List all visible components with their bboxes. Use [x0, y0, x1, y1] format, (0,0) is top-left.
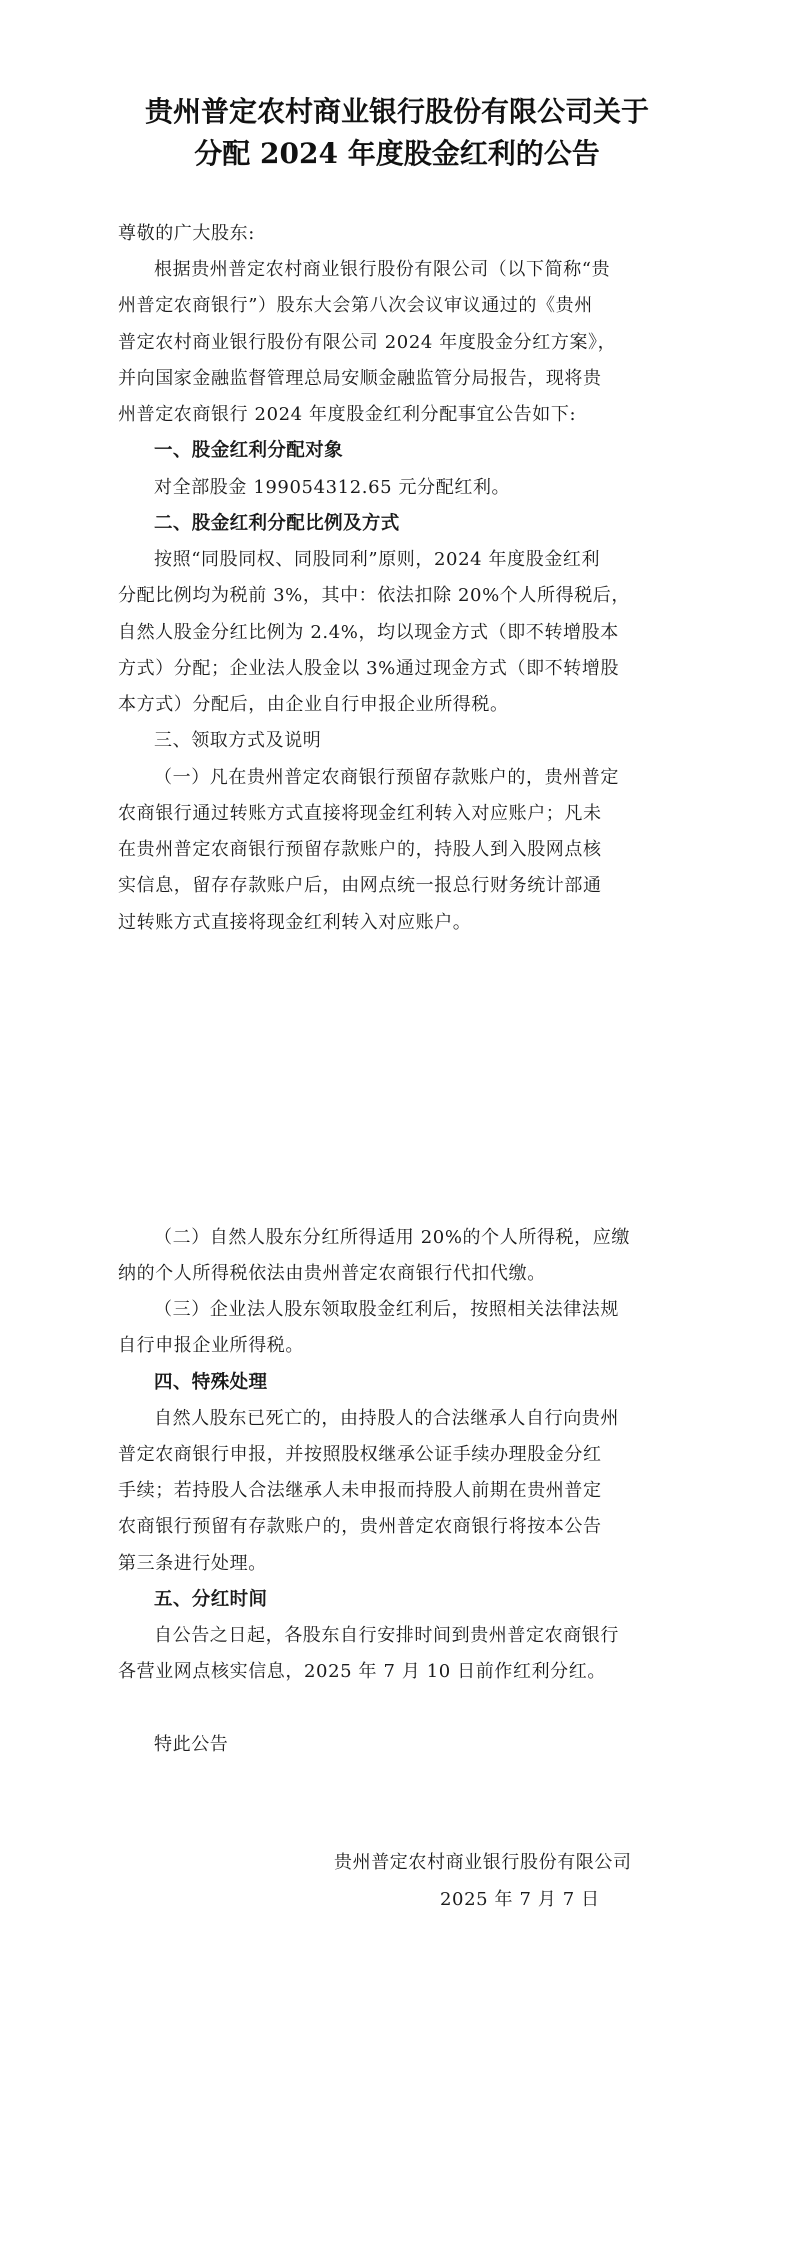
section-3-p1-line: （一）凡在贵州普定农商银行预留存款账户的，贵州普定 — [154, 767, 619, 788]
section-3-p2-line: （二）自然人股东分红所得适用 20%的个人所得税，应缴 — [154, 1227, 630, 1248]
salutation: 尊敬的广大股东: — [118, 223, 255, 244]
section-3-p3-line: 自行申报企业所得税。 — [118, 1335, 304, 1356]
section-3-p1-line: 在贵州普定农商银行预留存款账户的，持股人到入股网点核 — [118, 839, 602, 860]
issuer-name: 贵州普定农村商业银行股份有限公司 — [334, 1852, 632, 1873]
section-2-line: 本方式）分配后，由企业自行申报企业所得税。 — [118, 694, 509, 715]
section-5-line: 各营业网点核实信息，2025 年 7 月 10 日前作红利分红。 — [118, 1661, 606, 1682]
intro-line: 根据贵州普定农村商业银行股份有限公司（以下简称“贵 — [154, 259, 611, 280]
section-heading-2: 二、股金红利分配比例及方式 — [154, 513, 400, 534]
issue-date: 2025 年 7 月 7 日 — [440, 1889, 600, 1910]
closing-text: 特此公告 — [154, 1734, 229, 1755]
section-4-line: 普定农商银行申报，并按照股权继承公证手续办理股金分红 — [118, 1444, 602, 1465]
section-1-line: 对全部股金 199054312.65 元分配红利。 — [154, 477, 511, 498]
section-3-p1-line: 实信息，留存存款账户后，由网点统一报总行财务统计部通 — [118, 875, 602, 896]
section-4-line: 第三条进行处理。 — [118, 1553, 267, 1574]
intro-line: 并向国家金融监督管理总局安顺金融监管分局报告，现将贵 — [118, 368, 602, 389]
section-2-line: 按照“同股同权、同股同利”原则，2024 年度股金红利 — [154, 549, 601, 570]
section-heading-1: 一、股金红利分配对象 — [154, 440, 344, 461]
section-2-line: 分配比例均为税前 3%，其中：依法扣除 20%个人所得税后， — [118, 585, 631, 606]
section-3-p2-line: 纳的个人所得税依法由贵州普定农商银行代扣代缴。 — [118, 1263, 546, 1284]
title-line-1: 贵州普定农村商业银行股份有限公司关于 — [144, 95, 649, 128]
section-3-p1-line: 农商银行通过转账方式直接将现金红利转入对应账户；凡未 — [118, 803, 602, 824]
section-4-line: 手续；若持股人合法继承人未申报而持股人前期在贵州普定 — [118, 1480, 602, 1501]
section-3-p3-line: （三）企业法人股东领取股金红利后，按照相关法律法规 — [154, 1299, 619, 1320]
section-2-line: 方式）分配；企业法人股金以 3%通过现金方式（即不转增股 — [118, 658, 620, 679]
title-line-2: 分配 2024 年度股金红利的公告 — [194, 137, 600, 170]
section-4-line: 自然人股东已死亡的，由持股人的合法继承人自行向贵州 — [154, 1408, 619, 1429]
section-heading-3: 三、领取方式及说明 — [154, 730, 322, 751]
intro-line: 普定农村商业银行股份有限公司 2024 年度股金分红方案》， — [118, 332, 617, 353]
intro-line: 州普定农商银行”）股东大会第八次会议审议通过的《贵州 — [118, 295, 593, 316]
intro-line: 州普定农商银行 2024 年度股金红利分配事宜公告如下: — [118, 404, 577, 425]
section-heading-4: 四、特殊处理 — [154, 1372, 268, 1393]
section-5-line: 自公告之日起，各股东自行安排时间到贵州普定农商银行 — [154, 1625, 619, 1646]
section-2-line: 自然人股金分红比例为 2.4%，均以现金方式（即不转增股本 — [118, 622, 619, 643]
section-4-line: 农商银行预留有存款账户的，贵州普定农商银行将按本公告 — [118, 1516, 602, 1537]
section-3-p1-line: 过转账方式直接将现金红利转入对应账户。 — [118, 912, 472, 933]
section-heading-5: 五、分红时间 — [154, 1589, 268, 1610]
